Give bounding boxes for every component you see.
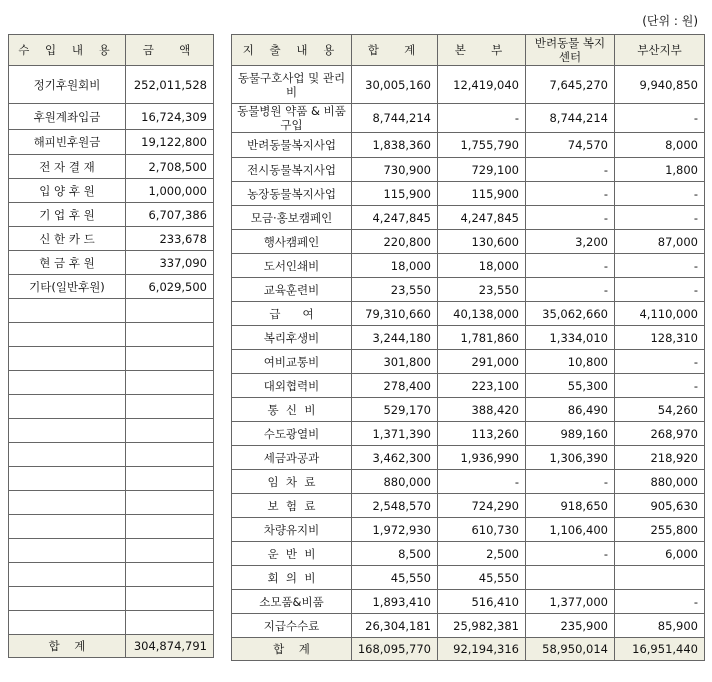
unit-note: (단위 : 원) (642, 14, 698, 28)
expense-row (232, 206, 705, 230)
expense-item-total: 26,304,181 (352, 614, 438, 638)
expense-item-center: 3,200 (526, 230, 615, 254)
expense-item-label: 급 여 (232, 302, 352, 326)
income-item-amount: 1,000,000 (126, 179, 214, 203)
expense-header-busan: 부산지부 (615, 35, 705, 66)
expense-item-label: 행사캠페인 (232, 230, 352, 254)
income-item-label: 기 업 후 원 (9, 203, 126, 227)
expense-item-center: 55,300 (526, 374, 615, 398)
expense-item-total: 18,000 (352, 254, 438, 278)
income-empty-label (9, 611, 126, 635)
income-item-label: 신 한 카 드 (9, 227, 126, 251)
expense-item-busan: 8,000 (615, 133, 705, 158)
income-empty-label (9, 323, 126, 347)
expense-row (232, 614, 705, 638)
expense-item-label: 임 차 료 (232, 470, 352, 494)
income-row (9, 323, 214, 347)
expense-item-total: 880,000 (352, 470, 438, 494)
expense-item-center: - (526, 470, 615, 494)
expense-total-center: 58,950,014 (526, 638, 615, 661)
income-empty-amount (126, 515, 214, 539)
expense-item-label: 교육훈련비 (232, 278, 352, 302)
expense-row (232, 398, 705, 422)
income-empty-label (9, 587, 126, 611)
expense-item-hq: 4,247,845 (438, 206, 526, 230)
expense-item-busan: 6,000 (615, 542, 705, 566)
expense-item-total: 1,972,930 (352, 518, 438, 542)
expense-body (232, 66, 705, 661)
expense-item-busan: 87,000 (615, 230, 705, 254)
expense-item-label: 소모품&비품 (232, 590, 352, 614)
income-empty-label (9, 347, 126, 371)
income-item-amount: 6,029,500 (126, 275, 214, 299)
income-row (9, 515, 214, 539)
expense-row (232, 374, 705, 398)
expense-row (232, 590, 705, 614)
expense-item-center (526, 566, 615, 590)
income-total-row (9, 635, 214, 658)
expense-item-label: 전시동물복지사업 (232, 158, 352, 182)
expense-row (232, 518, 705, 542)
expense-row (232, 350, 705, 374)
expense-item-total: 1,838,360 (352, 133, 438, 158)
expense-row (232, 182, 705, 206)
expense-total-row (232, 638, 705, 661)
income-empty-amount (126, 371, 214, 395)
income-header-row (9, 35, 214, 66)
expense-header-label: 지 출 내 용 (232, 35, 352, 66)
expense-item-hq: 23,550 (438, 278, 526, 302)
expense-item-label: 수도광열비 (232, 422, 352, 446)
income-body (9, 66, 214, 658)
expense-item-label: 동물구호사업 및 관리비 (232, 66, 352, 104)
income-item-label: 해피빈후원금 (9, 130, 126, 155)
expense-item-hq: 18,000 (438, 254, 526, 278)
income-row (9, 347, 214, 371)
expense-item-busan: 85,900 (615, 614, 705, 638)
income-empty-amount (126, 563, 214, 587)
expense-row (232, 542, 705, 566)
expense-item-total: 3,244,180 (352, 326, 438, 350)
income-item-label: 입 양 후 원 (9, 179, 126, 203)
expense-item-center: 1,306,390 (526, 446, 615, 470)
income-empty-label (9, 515, 126, 539)
income-row (9, 371, 214, 395)
expense-item-hq: 25,982,381 (438, 614, 526, 638)
expense-item-hq: 388,420 (438, 398, 526, 422)
expense-row (232, 158, 705, 182)
expense-item-busan: 268,970 (615, 422, 705, 446)
income-row (9, 539, 214, 563)
income-item-label: 전 자 결 재 (9, 155, 126, 179)
expense-item-center: 35,062,660 (526, 302, 615, 326)
income-empty-label (9, 371, 126, 395)
expense-item-busan: 218,920 (615, 446, 705, 470)
expense-item-center: 1,106,400 (526, 518, 615, 542)
expense-item-label: 여비교통비 (232, 350, 352, 374)
income-empty-amount (126, 395, 214, 419)
expense-item-hq: 1,781,860 (438, 326, 526, 350)
income-empty-label (9, 563, 126, 587)
expense-row (232, 302, 705, 326)
expense-item-center: 1,377,000 (526, 590, 615, 614)
expense-item-hq: 12,419,040 (438, 66, 526, 104)
income-item-label: 현 금 후 원 (9, 251, 126, 275)
expense-item-hq: 516,410 (438, 590, 526, 614)
expense-item-total: 3,462,300 (352, 446, 438, 470)
expense-row (232, 326, 705, 350)
income-row (9, 275, 214, 299)
expense-item-busan: 880,000 (615, 470, 705, 494)
income-row (9, 130, 214, 155)
income-empty-amount (126, 539, 214, 563)
expense-item-busan: 905,630 (615, 494, 705, 518)
income-empty-label (9, 299, 126, 323)
expense-item-label: 차량유지비 (232, 518, 352, 542)
income-empty-label (9, 491, 126, 515)
expense-item-busan: - (615, 206, 705, 230)
income-empty-amount (126, 611, 214, 635)
income-empty-amount (126, 587, 214, 611)
income-row (9, 179, 214, 203)
expense-item-center: - (526, 254, 615, 278)
income-total-label: 합 계 (9, 635, 126, 658)
expense-item-hq: 291,000 (438, 350, 526, 374)
expense-row (232, 470, 705, 494)
expense-item-total: 1,371,390 (352, 422, 438, 446)
income-item-amount: 16,724,309 (126, 104, 214, 130)
income-item-label: 기타(일반후원) (9, 275, 126, 299)
expense-item-label: 대외협력비 (232, 374, 352, 398)
income-item-label: 후원계좌입금 (9, 104, 126, 130)
expense-item-total: 30,005,160 (352, 66, 438, 104)
expense-item-center: - (526, 182, 615, 206)
expense-item-hq: 2,500 (438, 542, 526, 566)
expense-item-center: 86,490 (526, 398, 615, 422)
income-header-amount: 금 액 (126, 35, 214, 66)
income-row (9, 251, 214, 275)
expense-item-busan: - (615, 374, 705, 398)
expense-item-hq: - (438, 470, 526, 494)
expense-item-total: 23,550 (352, 278, 438, 302)
expense-item-hq: 130,600 (438, 230, 526, 254)
expense-item-center: - (526, 542, 615, 566)
expense-item-center: - (526, 158, 615, 182)
income-item-amount: 2,708,500 (126, 155, 214, 179)
expense-item-hq: 1,936,990 (438, 446, 526, 470)
income-empty-amount (126, 491, 214, 515)
income-row (9, 66, 214, 104)
income-row (9, 491, 214, 515)
expense-item-label: 회 의 비 (232, 566, 352, 590)
income-row (9, 587, 214, 611)
income-item-amount: 252,011,528 (126, 66, 214, 104)
expense-item-busan: 9,940,850 (615, 66, 705, 104)
expense-item-total: 8,744,214 (352, 104, 438, 133)
expense-item-hq: 223,100 (438, 374, 526, 398)
expense-item-label: 동물병원 약품 & 비품 구입 (232, 104, 352, 133)
expense-item-total: 8,500 (352, 542, 438, 566)
income-item-amount: 19,122,800 (126, 130, 214, 155)
income-empty-label (9, 539, 126, 563)
expense-row (232, 422, 705, 446)
expense-total-label: 합 계 (232, 638, 352, 661)
income-row (9, 611, 214, 635)
expense-item-label: 보 험 료 (232, 494, 352, 518)
expense-table (231, 34, 705, 661)
income-empty-label (9, 395, 126, 419)
income-header-label: 수 입 내 용 (9, 35, 126, 66)
income-empty-label (9, 443, 126, 467)
expense-item-total: 220,800 (352, 230, 438, 254)
income-row (9, 395, 214, 419)
income-row (9, 563, 214, 587)
expense-item-busan: - (615, 104, 705, 133)
expense-row (232, 133, 705, 158)
income-item-amount: 6,707,386 (126, 203, 214, 227)
expense-item-label: 통 신 비 (232, 398, 352, 422)
expense-row (232, 566, 705, 590)
expense-item-label: 세금과공과 (232, 446, 352, 470)
income-row (9, 467, 214, 491)
expense-item-busan: - (615, 254, 705, 278)
expense-item-center: - (526, 278, 615, 302)
income-empty-label (9, 467, 126, 491)
expense-item-total: 301,800 (352, 350, 438, 374)
income-empty-amount (126, 419, 214, 443)
expense-row (232, 494, 705, 518)
expense-item-busan: 255,800 (615, 518, 705, 542)
expense-header-center: 반려동물 복지센터 (526, 35, 615, 66)
expense-item-label: 지급수수료 (232, 614, 352, 638)
expense-item-label: 도서인쇄비 (232, 254, 352, 278)
expense-item-hq: 610,730 (438, 518, 526, 542)
expense-item-busan: 128,310 (615, 326, 705, 350)
expense-item-busan: - (615, 278, 705, 302)
expense-item-total: 115,900 (352, 182, 438, 206)
expense-item-total: 79,310,660 (352, 302, 438, 326)
expense-item-center: 7,645,270 (526, 66, 615, 104)
expense-row (232, 230, 705, 254)
income-empty-amount (126, 323, 214, 347)
expense-item-busan (615, 566, 705, 590)
income-empty-amount (126, 467, 214, 491)
expense-item-center: - (526, 206, 615, 230)
expense-row (232, 66, 705, 104)
income-row (9, 227, 214, 251)
expense-item-hq: 45,550 (438, 566, 526, 590)
expense-item-label: 복리후생비 (232, 326, 352, 350)
expense-header-hq: 본 부 (438, 35, 526, 66)
expense-item-total: 529,170 (352, 398, 438, 422)
income-row (9, 419, 214, 443)
expense-item-center: 8,744,214 (526, 104, 615, 133)
expense-item-hq: 115,900 (438, 182, 526, 206)
income-item-amount: 337,090 (126, 251, 214, 275)
expense-item-hq: 729,100 (438, 158, 526, 182)
expense-item-hq: 40,138,000 (438, 302, 526, 326)
expense-item-label: 운 반 비 (232, 542, 352, 566)
expense-item-busan: 54,260 (615, 398, 705, 422)
expense-total-hq: 92,194,316 (438, 638, 526, 661)
expense-header-total: 합 계 (352, 35, 438, 66)
expense-row (232, 278, 705, 302)
expense-item-center: 1,334,010 (526, 326, 615, 350)
income-empty-amount (126, 299, 214, 323)
expense-item-busan: 4,110,000 (615, 302, 705, 326)
income-row (9, 299, 214, 323)
income-empty-amount (126, 443, 214, 467)
income-empty-label (9, 419, 126, 443)
expense-item-total: 278,400 (352, 374, 438, 398)
expense-item-hq: 724,290 (438, 494, 526, 518)
expense-row (232, 446, 705, 470)
income-total-amount: 304,874,791 (126, 635, 214, 658)
expense-item-center: 918,650 (526, 494, 615, 518)
expense-item-center: 10,800 (526, 350, 615, 374)
expense-item-center: 74,570 (526, 133, 615, 158)
expense-item-busan: - (615, 182, 705, 206)
income-empty-amount (126, 347, 214, 371)
expense-header-row (232, 35, 705, 66)
expense-total-busan: 16,951,440 (615, 638, 705, 661)
income-row (9, 104, 214, 130)
expense-item-label: 농장동물복지사업 (232, 182, 352, 206)
expense-item-label: 반려동물복지사업 (232, 133, 352, 158)
expense-item-total: 4,247,845 (352, 206, 438, 230)
expense-row (232, 254, 705, 278)
expense-item-hq: 1,755,790 (438, 133, 526, 158)
expense-total-total: 168,095,770 (352, 638, 438, 661)
expense-item-total: 2,548,570 (352, 494, 438, 518)
expense-item-total: 1,893,410 (352, 590, 438, 614)
expense-item-total: 45,550 (352, 566, 438, 590)
expense-item-hq: 113,260 (438, 422, 526, 446)
expense-item-busan: 1,800 (615, 158, 705, 182)
expense-item-busan: - (615, 590, 705, 614)
expense-item-total: 730,900 (352, 158, 438, 182)
income-row (9, 203, 214, 227)
expense-item-hq: - (438, 104, 526, 133)
income-row (9, 155, 214, 179)
expense-item-label: 모금·홍보캠페인 (232, 206, 352, 230)
income-item-label: 정기후원회비 (9, 66, 126, 104)
income-table (8, 34, 214, 658)
expense-row (232, 104, 705, 133)
expense-item-center: 235,900 (526, 614, 615, 638)
expense-item-center: 989,160 (526, 422, 615, 446)
expense-item-busan: - (615, 350, 705, 374)
income-row (9, 443, 214, 467)
income-item-amount: 233,678 (126, 227, 214, 251)
